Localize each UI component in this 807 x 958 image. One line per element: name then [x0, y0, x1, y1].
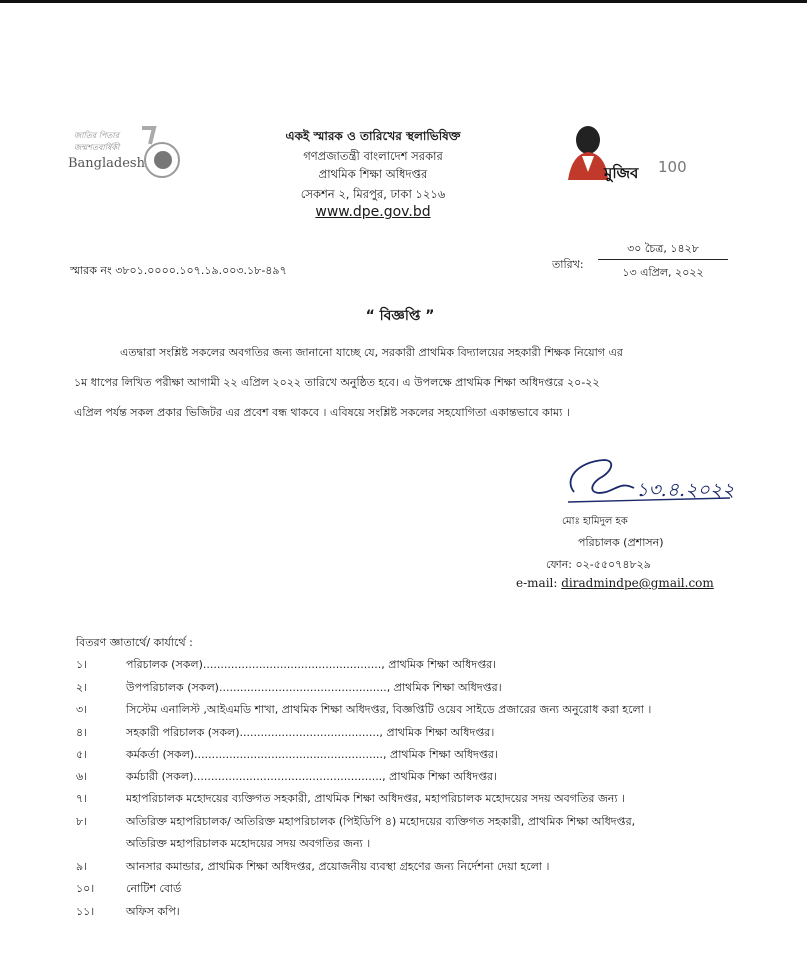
item-number: ৮। [76, 815, 88, 828]
letterhead-supersede-note: একই স্মারক ও তারিখের স্থলাভিষিক্ত [285, 129, 461, 143]
signature-date: ১৩.৪.২০২২ [636, 479, 735, 501]
mujib-100-logo [562, 122, 687, 184]
item-number: ৩। [76, 703, 88, 716]
date-bangla: ৩০ চৈত্র, ১৪২৮ [627, 242, 699, 255]
item-number: ৭। [76, 792, 88, 805]
item-text: সিস্টেম এনালিস্ট ,আইএমডি শাখা, প্রাথমিক শিক্ষা অধিদপ্তর, বিজ্ঞপ্তিটি ওয়েব সাইডে প্রজারের জন্য অনুরোধ করা হলো । [126, 703, 652, 716]
item-number: ৫। [76, 748, 88, 761]
date-divider [598, 259, 728, 260]
item-text: আনসার কমান্ডার, প্রাথমিক শিক্ষা অধিদপ্তর, প্রয়োজনীয় ব্যবস্থা গ্রহণের জন্য নির্দেশনা দেয়া হলো । [126, 860, 550, 873]
distribution-item [76, 701, 786, 720]
notice-body-line: এপ্রিল পর্যন্ত সকল প্রকার ভিজিটর এর প্রবেশ বন্ধ থাকবে । এবিষয়ে সংশ্লিষ্ট সকলের সহযোগিতা একান্তভাবে কাম্য । [74, 406, 570, 419]
item-text: সহকারী পরিচালক (সকল)........................................, প্রাথমিক শিক্ষা অধিদপ্তর। [126, 726, 495, 739]
distribution-item [76, 724, 786, 743]
notice-body-line: এতদ্বারা সংশ্লিষ্ট সকলের অবগতির জন্য জানানো যাচ্ছে যে, সরকারী প্রাথমিক বিদ্যালয়ের সহকারী শিক্ষক নিয়োগ এর [120, 346, 623, 359]
distribution-item [76, 903, 786, 922]
email-label: e-mail: [516, 576, 558, 590]
distribution-item [76, 768, 786, 787]
memo-number: স্মারক নং ৩৮০১.০০০০.১০৭.১৯.০০৩.১৮-৪৯৭ [70, 264, 287, 277]
item-number: ২। [76, 681, 88, 694]
logo-tagline: জন্মশতবার্ষিকী [74, 143, 120, 152]
scan-top-border [0, 0, 807, 3]
notice-body-line: ১ম ধাপের লিখিত পরীক্ষা আগামী ২২ এপ্রিল ২০২২ তারিখে অনুষ্ঠিত হবে। এ উপলক্ষে প্রাথমিক শিক্ষা অধিদপ্তরে ২০-২২ [74, 376, 600, 389]
signatory-name: মোঃ হামিদুল হক [562, 516, 628, 527]
logo-brand-text: মুজিব [604, 164, 639, 182]
item-number: ৪। [76, 726, 88, 739]
handwritten-signature [560, 452, 750, 516]
item-text: অতিরিক্ত মহাপরিচালক/ অতিরিক্ত মহাপরিচালক (পিইডিপি ৪) মহোদয়ের ব্যক্তিগত সহকারী, প্রাথমিক শিক্ষা অধিদপ্তর, [126, 815, 636, 828]
distribution-item [76, 813, 786, 832]
item-text: মহাপরিচালক মহোদয়ের ব্যক্তিগত সহকারী, প্রাথমিক শিক্ষা অধিদপ্তর, মহাপরিচালক মহোদয়ের সদয় অবগতির জন্য । [126, 792, 625, 805]
letterhead-address: সেকশন ২, মিরপুর, ঢাকা ১২১৬ [300, 187, 446, 201]
distribution-item-continuation: অতিরিক্ত মহাপরিচালক মহোদয়ের সদয় অবগতির জন্য । [126, 837, 371, 850]
signatory-email [516, 576, 714, 590]
email-link[interactable]: diradmindpe@gmail.com [561, 576, 714, 590]
date-english: ১৩ এপ্রিল, ২০২২ [622, 266, 704, 279]
item-number: ১০। [76, 882, 95, 895]
signatory-phone: ফোন: ০২-৫৫০৭৪৮২৯ [546, 558, 651, 571]
distribution-item [76, 746, 786, 765]
item-text: নোটিশ বোর্ড [126, 882, 182, 895]
logo-wordmark: Bangladesh [68, 156, 145, 171]
item-number: ১। [76, 658, 88, 671]
item-text: পরিচালক (সকল)..................................................., প্রাথমিক শিক্ষা অধিদপ্তর। [126, 658, 497, 671]
item-text: অফিস কপি। [126, 905, 180, 918]
item-number: ১১। [76, 905, 95, 918]
item-number: ৬। [76, 770, 88, 783]
letterhead-department: প্রাথমিক শিক্ষা অধিদপ্তর [318, 167, 428, 181]
distribution-item [76, 656, 786, 675]
letterhead-website-link[interactable]: www.dpe.gov.bd [315, 204, 431, 220]
item-number: ৯। [76, 860, 88, 873]
distribution-item [76, 880, 786, 899]
distribution-item [76, 858, 786, 877]
logo-number: 100 [658, 158, 687, 176]
letterhead-government: গণপ্রজাতন্ত্রী বাংলাদেশ সরকার [303, 149, 443, 163]
date-label: তারিখ: [552, 258, 584, 271]
item-text: কর্মচারী (সকল)......................................................, প্রাথমিক শিক্ষা অধিদপ্তর। [126, 770, 498, 783]
signatory-designation: পরিচালক (প্রশাসন) [578, 536, 664, 549]
distribution-item [76, 790, 786, 809]
item-text: কর্মকর্তা (সকল)......................................................, প্রাথমিক শিক্ষা অধিদপ্তর। [126, 748, 498, 761]
distribution-heading: বিতরণ জ্ঞাতার্থে/ কার্যার্থে : [76, 636, 193, 649]
logo-tagline: জাতির পিতার [74, 131, 120, 140]
item-text: উপপরিচালক (সকল)................................................, প্রাথমিক শিক্ষা অধিদপ্তর। [126, 681, 502, 694]
distribution-item [76, 679, 786, 698]
notice-title: “ বিজ্ঞপ্তি ” [365, 308, 435, 324]
bangladesh-50-logo [62, 122, 182, 188]
